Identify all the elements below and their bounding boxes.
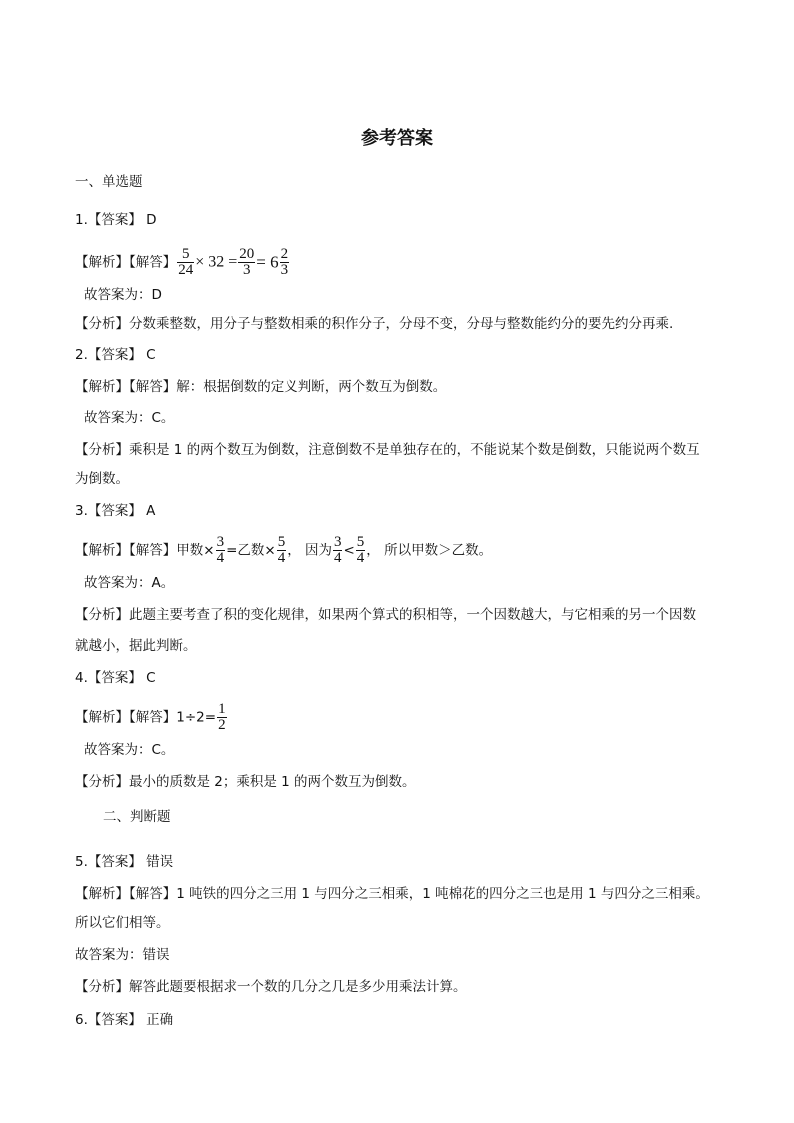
q3-analysis-prefix: 【解析】【解答】甲数× <box>75 542 215 559</box>
fraction-3-4-compare: $\frac{3}{4}$ <box>333 534 342 566</box>
q1-times-32: × 32 = <box>195 253 238 271</box>
q4-analysis-prefix: 【解析】【解答】1÷2= <box>75 709 217 726</box>
fraction-2-3: $\frac{2}{3}$ <box>280 246 289 278</box>
q5-answer: 5.【答案】 错误 <box>75 854 174 870</box>
q5-analysis-line2: 所以它们相等。 <box>75 915 170 931</box>
fraction-20-3: $\frac{20}{3}$ <box>239 246 255 278</box>
q2-note-line1: 【分析】乘积是 1 的两个数互为倒数，注意倒数不是单独存在的，不能说某个数是倒数，只能说两个数互 <box>75 442 700 458</box>
q3-note-line1: 【分析】此题主要考查了积的变化规律，如果两个算式的积相等，一个因数越大，与它相乘的另一个因数 <box>75 607 696 623</box>
q5-final-answer: 故答案为：错误 <box>75 947 170 963</box>
q3-middle-text: =乙数× <box>226 542 276 559</box>
section-heading-true-false: 二、判断题 <box>103 809 171 825</box>
q2-final-answer: 故答案为：C。 <box>84 410 175 426</box>
q5-note: 【分析】解答此题要根据求一个数的几分之几是多少用乘法计算。 <box>75 979 467 995</box>
q1-analysis-prefix: 【解析】【解答】 <box>75 254 177 271</box>
q2-note-line2: 为倒数。 <box>75 471 129 487</box>
q1-final-answer: 故答案为：D <box>84 287 162 303</box>
q4-final-answer: 故答案为：C。 <box>84 742 175 758</box>
q1-note: 【分析】分数乘整数，用分子与整数相乘的积作分子，分母不变，分母与整数能约分的要先约分再乘. <box>75 316 674 332</box>
fraction-3-4: $\frac{3}{4}$ <box>216 534 225 566</box>
fraction-5-4-compare: $\frac{5}{4}$ <box>356 534 365 566</box>
q1-analysis <box>75 247 290 278</box>
q1-equals-6: = 6 <box>256 252 279 272</box>
q3-analysis <box>75 535 492 566</box>
q3-note-line2: 就越小，据此判断。 <box>75 638 197 654</box>
fraction-5-24: $\frac{5}{24}$ <box>178 246 194 278</box>
q3-final-answer: 故答案为：A。 <box>84 575 175 591</box>
fraction-1-2: $\frac{1}{2}$ <box>218 701 226 733</box>
q2-analysis: 【解析】【解答】解：根据倒数的定义判断，两个数互为倒数。 <box>75 379 447 395</box>
page-title: 参考答案 <box>361 128 433 149</box>
q2-answer: 2.【答案】 C <box>75 347 156 363</box>
q3-conclusion-text: ， 所以甲数＞乙数。 <box>366 542 493 559</box>
section-heading-single-choice: 一、单选题 <box>75 174 143 190</box>
q4-note: 【分析】最小的质数是 2；乘积是 1 的两个数互为倒数。 <box>75 774 416 790</box>
q4-answer: 4.【答案】 C <box>75 670 156 686</box>
fraction-5-4: $\frac{5}{4}$ <box>277 534 286 566</box>
less-than-sign: < <box>343 542 355 559</box>
q1-answer: 1.【答案】 D <box>75 212 157 228</box>
q3-answer: 3.【答案】 A <box>75 503 156 519</box>
q5-analysis-line1: 【解析】【解答】1 吨铁的四分之三用 1 与四分之三相乘，1 吨棉花的四分之三也是用 1 与四分之三相乘。 <box>75 886 709 902</box>
q4-analysis <box>75 702 228 733</box>
q3-because-text: ， 因为 <box>287 542 332 559</box>
q6-answer: 6.【答案】 正确 <box>75 1012 174 1028</box>
